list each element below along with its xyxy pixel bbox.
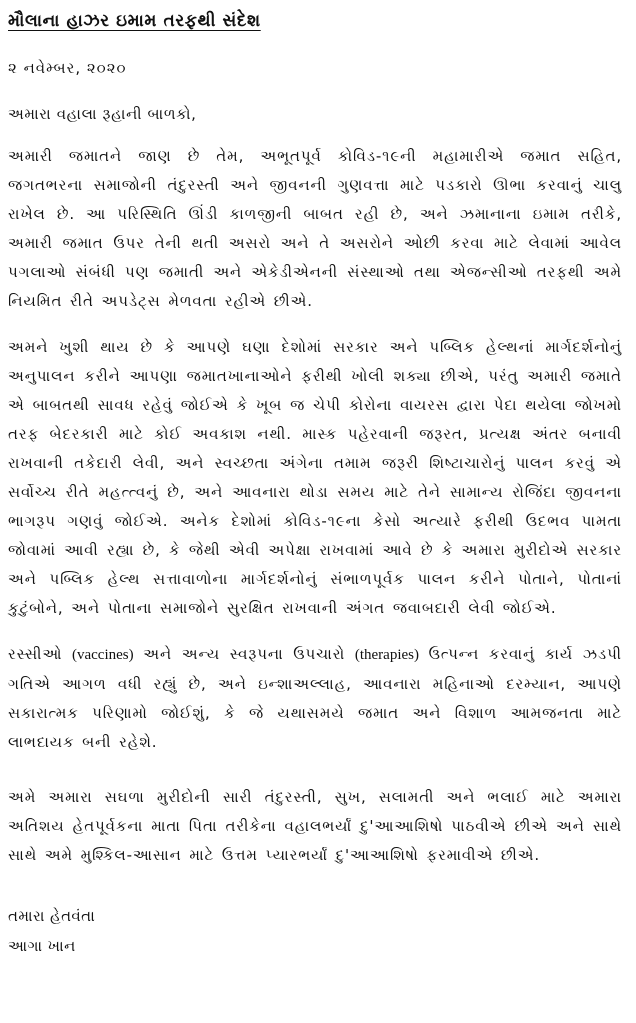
paragraph-3-segment: રસ્સીઓ <box>8 645 72 663</box>
paragraph-3-segment: ઉત્પન્ન કરવાનું કાર્ય ઝડપી ગતિએ આગળ વધી રહ્યું છે, અને ઇન્શાઅલ્લાહ, આવનારા મહિનાઓ દરમ્યાન, આપણે સકારાત્મક પરિણામો જોઈશું, કે જે યથાસમયે જમાત અને વિશાળ આમજનતા માટે લાભદાયક બની રહેશે. <box>8 645 622 751</box>
salutation: અમારા વહાલા રૂહાની બાળકો, <box>8 105 197 123</box>
page-title: મૌલાના હાઝર ઇમામ તરફથી સંદેશ <box>8 11 261 31</box>
english-term-therapies: (therapies) <box>354 647 419 663</box>
paragraph-1: અમારી જમાતને જાણ છે તેમ, અભૂતપૂર્વ કોવિડ-૧૯ની મહામારીએ જમાત સહિત, જગતભરના સમાજોની તંદુરસ્તી અને જીવનની ગુણવત્તા માટે પડકારો ઊભા કરવાનું ચાલુ રાખેલ છે. આ પરિસ્થિતિ ઊંડી કાળજીની બાબત રહી છે, અને ઝમાનાના ઇમામ તરીકે, અમારી જમાત ઉપર તેની થતી અસરો અને તે અસરોને ઓછી કરવા માટે લેવામાં આવેલ પગલાઓ સંબંધી પણ જમાતી અને એકેડીએનની સંસ્થાઓ તથા એજન્સીઓ તરફથી અમે નિયમિત રીતે અપડેટ્સ મેળવતા રહીએ છીએ. <box>8 147 622 310</box>
english-term-vaccines: (vaccines) <box>71 647 134 663</box>
paragraph-2: અમને ખુશી થાય છે કે આપણે ઘણા દેશોમાં સરકાર અને પબ્લિક હેલ્થનાં માર્ગદર્શનોનું અનુપાલન કરીને આપણા જમાતખાનાઓને ફરીથી ખોલી શક્યા છીએ, પરંતુ અમારી જમાતે એ બાબતથી સાવધ રહેવું જોઈએ કે ખૂબ જ ચેપી કોરોના વાયરસ દ્વારા પેદા થયેલા જોખમો તરફ બેદરકારી માટે કોઈ અવકાશ નથી. માસ્ક પહેરવાની જરૂરત, પ્રત્યક્ષ અંતર બનાવી રાખવાની તકેદારી લેવી, અને સ્વચ્છતા અંગેના તમામ જરૂરી શિષ્ટાચારોનું પાલન કરવું એ સર્વોચ્ચ રીતે મહત્ત્વનું છે, અને આવનારા થોડા સમય માટે તેને સામાન્ય રોજિંદા જીવનના ભાગરૂપ ગણવું જોઈએ. અનેક દેશોમાં કોવિડ-૧૯ના કેસો અત્યારે ફરીથી ઉદભવ પામતા જોવામાં આવી રહ્યા છે, કે જેથી એવી અપેક્ષા રાખવામાં આવે છે કે અમારા મુરીદોએ સરકાર અને પબ્લિક હેલ્થ સત્તાવાળોના માર્ગદર્શનોનું સંભાળપૂર્વક પાલન કરીને પોતાને, પોતાનાં કુટુંબોને, અને પોતાના સમાજોને સુરક્ષિત રાખવાની અંગત જવાબદારી લેવી જોઈએ. <box>8 338 622 617</box>
closing-line: તમારા હેતવંતા <box>8 907 96 925</box>
paragraph-3 <box>8 640 622 757</box>
paragraph-3-segment: અને અન્ય સ્વરૂપના ઉપચારો <box>133 645 355 663</box>
paragraph-4: અમે અમારા સઘળા મુરીદોની સારી તંદુરસ્તી, સુખ, સલામતી અને ભલાઈ માટે અમારા અતિશય હેતપૂર્વકના માતા પિતા તરીકેના વહાલભર્યાં દુ'આઆશિષો પાઠવીએ છીએ અને સાથે સાથે અમે મુશ્કિલ-આસાન માટે ઉત્તમ પ્યારભર્યાં દુ'આઆશિષો ફરમાવીએ છીએ. <box>8 788 622 864</box>
letter-date: ૨ નવેમ્બર, ૨૦૨૦ <box>8 59 127 77</box>
signature: આગા ખાન <box>8 937 76 955</box>
